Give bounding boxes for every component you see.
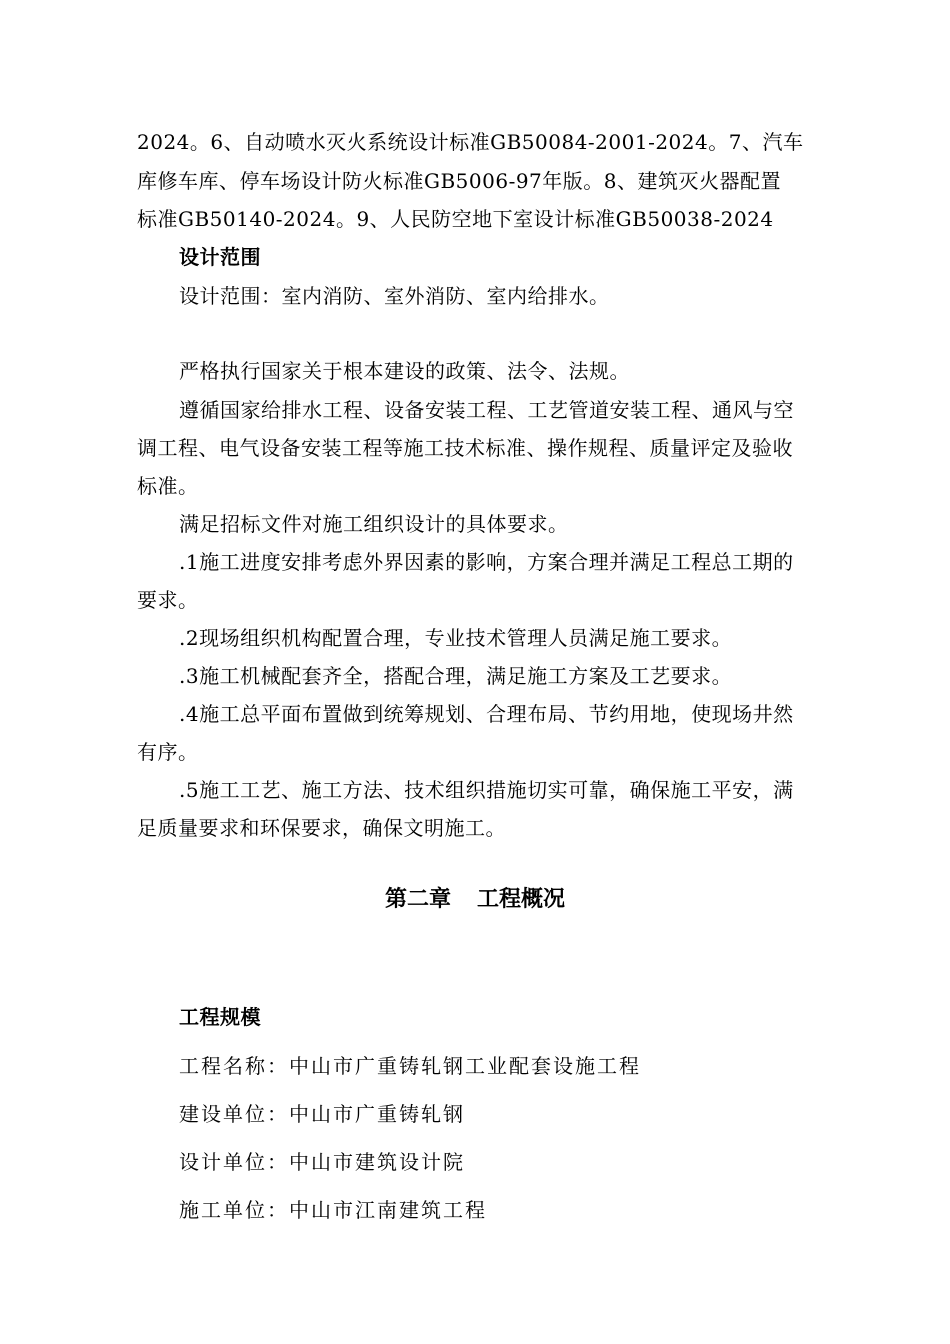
principle-item-4-line-2: 有序。 (137, 740, 199, 764)
standards-line-3: 标准GB50140-2024。9、人民防空地下室设计标准GB50038-2024 (137, 207, 774, 231)
standards-line-1: 2024。6、自动喷水灭火系统设计标准GB50084-2001-2024。7、汽车 (137, 130, 804, 154)
principle-paragraph-2-line-2: 调工程、电气设备安装工程等施工技术标准、操作规程、质量评定及验收 (137, 436, 793, 460)
principle-item-1-line-2: 要求。 (137, 588, 199, 612)
principle-item-3: .3施工机械配套齐全，搭配合理，满足施工方案及工艺要求。 (179, 664, 733, 688)
project-owner: 建设单位：中山市广重铸轧钢 (179, 1102, 465, 1126)
project-contractor: 施工单位：中山市江南建筑工程 (179, 1198, 487, 1222)
scope-heading: 设计范围 (179, 245, 261, 269)
project-heading: 工程规模 (179, 1005, 261, 1029)
chapter-name: 工程概况 (477, 887, 566, 912)
scope-text: 设计范围：室内消防、室外消防、室内给排水。 (179, 284, 610, 308)
principle-item-1-line-1: .1施工进度安排考虑外界因素的影响，方案合理并满足工程总工期的 (179, 550, 794, 574)
chapter-number: 第二章 (384, 887, 451, 912)
principle-item-5-line-2: 足质量要求和环保要求，确保文明施工。 (137, 816, 506, 840)
principle-paragraph-3: 满足招标文件对施工组织设计的具体要求。 (179, 512, 569, 536)
principle-item-5-line-1: .5施工工艺、施工方法、技术组织措施切实可靠，确保施工平安，满 (179, 778, 794, 802)
project-name: 工程名称：中山市广重铸轧钢工业配套设施工程 (179, 1054, 641, 1078)
project-designer: 设计单位：中山市建筑设计院 (179, 1150, 465, 1174)
chapter-title (0, 885, 950, 915)
principle-item-2: .2现场组织机构配置合理，专业技术管理人员满足施工要求。 (179, 626, 733, 650)
principle-paragraph-2-line-1: 遵循国家给排水工程、设备安装工程、工艺管道安装工程、通风与空 (179, 398, 794, 422)
principle-paragraph-2-line-3: 标准。 (137, 474, 199, 498)
principle-paragraph-1: 严格执行国家关于根本建设的政策、法令、法规。 (179, 359, 630, 383)
standards-line-2: 库修车库、停车场设计防火标准GB5006-97年版。8、建筑灭火器配置 (137, 169, 782, 193)
principle-item-4-line-1: .4施工总平面布置做到统筹规划、合理布局、节约用地，使现场井然 (179, 702, 794, 726)
